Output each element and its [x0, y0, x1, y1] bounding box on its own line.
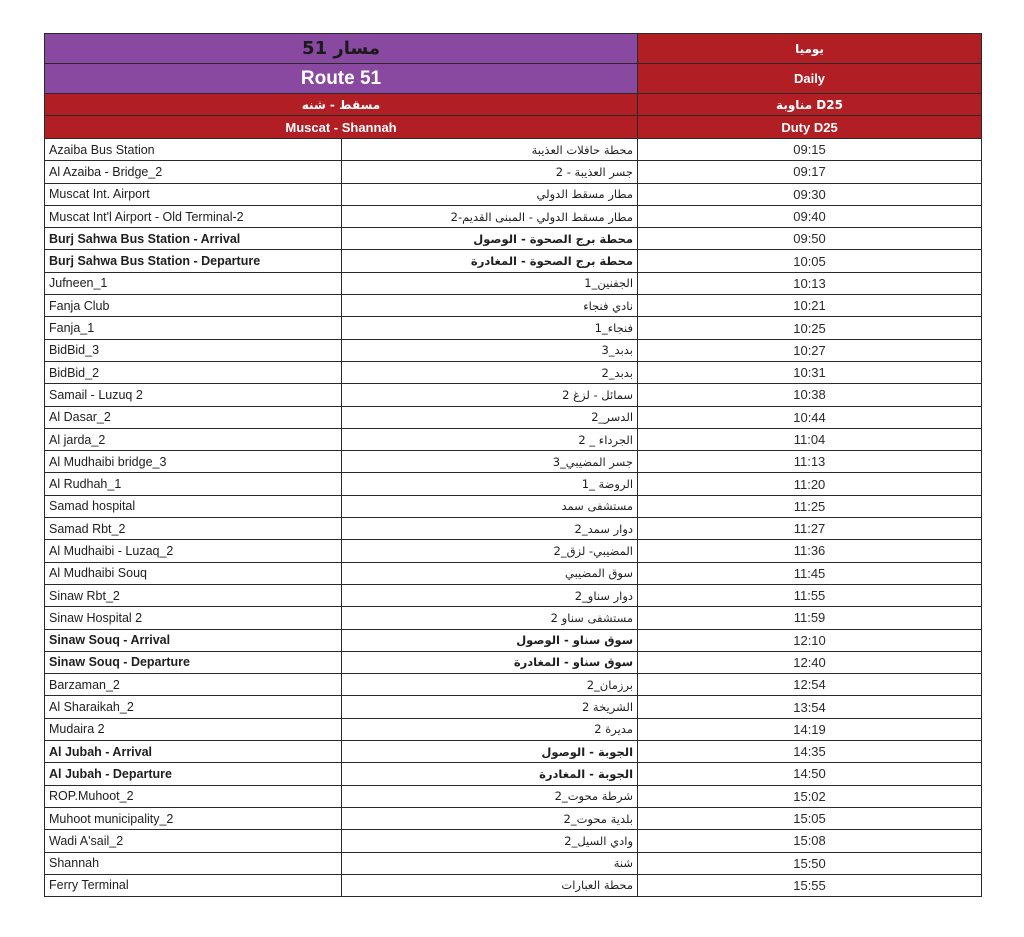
stop-name-ar: جسر المضيبي_3	[342, 451, 638, 473]
stop-time: 11:27	[638, 518, 982, 540]
table-row	[45, 428, 982, 450]
stop-name-en: Shannah	[45, 852, 342, 874]
stop-name-en: Jufneen_1	[45, 272, 342, 294]
stop-name-en: Al Jubah - Arrival	[45, 741, 342, 763]
table-row	[45, 473, 982, 495]
line-name-en: Muscat - Shannah	[45, 116, 638, 139]
stop-time: 10:13	[638, 272, 982, 294]
stop-name-en: Ferry Terminal	[45, 874, 342, 896]
table-row	[45, 584, 982, 606]
frequency-en: Daily	[638, 64, 982, 94]
stop-name-ar: بدبد_3	[342, 339, 638, 361]
stop-time: 09:50	[638, 228, 982, 250]
stop-name-en: Barzaman_2	[45, 674, 342, 696]
table-row	[45, 807, 982, 829]
stop-name-en: Wadi A'sail_2	[45, 830, 342, 852]
stop-time: 11:36	[638, 540, 982, 562]
stop-name-ar: جسر العذيبة - 2	[342, 161, 638, 183]
stop-time: 11:20	[638, 473, 982, 495]
stop-name-ar: فنجاء_1	[342, 317, 638, 339]
stop-name-ar: الجوبة - الوصول	[342, 741, 638, 763]
stop-name-ar: شرطة محوت_2	[342, 785, 638, 807]
stop-name-ar: وادي السيل_2	[342, 830, 638, 852]
stop-name-en: Sinaw Rbt_2	[45, 584, 342, 606]
stop-name-en: ROP.Muhoot_2	[45, 785, 342, 807]
stop-time: 10:05	[638, 250, 982, 272]
stop-name-en: Muscat Int. Airport	[45, 183, 342, 205]
stop-name-en: Fanja Club	[45, 295, 342, 317]
table-row	[45, 272, 982, 294]
table-row	[45, 339, 982, 361]
stop-time: 10:25	[638, 317, 982, 339]
stop-name-en: Samad hospital	[45, 495, 342, 517]
table-row	[45, 228, 982, 250]
table-row	[45, 295, 982, 317]
stop-name-en: Muscat Int'l Airport - Old Terminal-2	[45, 205, 342, 227]
stop-time: 14:35	[638, 741, 982, 763]
route-title-en: Route 51	[45, 64, 638, 94]
stop-name-ar: برزمان_2	[342, 674, 638, 696]
route-title-ar: مسار 51	[45, 34, 638, 64]
stop-name-ar: الجفنين_1	[342, 272, 638, 294]
stop-name-en: Al Mudhaibi - Luzaq_2	[45, 540, 342, 562]
table-row	[45, 785, 982, 807]
route-timetable	[44, 33, 982, 897]
stop-name-ar: سوق المضيبي	[342, 562, 638, 584]
stop-name-en: Al Mudhaibi bridge_3	[45, 451, 342, 473]
stop-time: 11:59	[638, 607, 982, 629]
table-row	[45, 629, 982, 651]
table-row	[45, 183, 982, 205]
stop-name-ar: الشريخة 2	[342, 696, 638, 718]
stop-name-ar: الجرداء _ 2	[342, 428, 638, 450]
table-row	[45, 607, 982, 629]
table-row	[45, 406, 982, 428]
stop-name-ar: مستشفى سناو 2	[342, 607, 638, 629]
stop-time: 14:50	[638, 763, 982, 785]
stop-name-en: Al jarda_2	[45, 428, 342, 450]
table-row	[45, 763, 982, 785]
stop-name-ar: محطة برج الصحوة - المغادرة	[342, 250, 638, 272]
header-row-line-en	[45, 116, 982, 139]
stop-name-ar: دوار سمد_2	[342, 518, 638, 540]
stop-name-ar: الدسر_2	[342, 406, 638, 428]
stop-time: 15:50	[638, 852, 982, 874]
table-row	[45, 495, 982, 517]
table-row	[45, 830, 982, 852]
stop-name-en: Al Mudhaibi Souq	[45, 562, 342, 584]
stop-name-ar: محطة برج الصحوة - الوصول	[342, 228, 638, 250]
stop-time: 15:08	[638, 830, 982, 852]
table-row	[45, 161, 982, 183]
stop-name-en: Al Rudhah_1	[45, 473, 342, 495]
stop-time: 09:17	[638, 161, 982, 183]
stop-name-en: Burj Sahwa Bus Station - Arrival	[45, 228, 342, 250]
stop-name-en: Al Jubah - Departure	[45, 763, 342, 785]
stop-name-ar: بدبد_2	[342, 361, 638, 383]
stop-time: 11:25	[638, 495, 982, 517]
table-row	[45, 518, 982, 540]
stop-name-ar: مطار مسقط الدولي - المبنى القديم-2	[342, 205, 638, 227]
stop-time: 09:30	[638, 183, 982, 205]
stop-name-en: Samail - Luzuq 2	[45, 384, 342, 406]
stop-time: 14:19	[638, 718, 982, 740]
table-row	[45, 361, 982, 383]
table-row	[45, 317, 982, 339]
table-row	[45, 139, 982, 161]
stop-name-ar: مستشفى سمد	[342, 495, 638, 517]
stop-time: 11:13	[638, 451, 982, 473]
table-row	[45, 651, 982, 673]
stop-name-en: Fanja_1	[45, 317, 342, 339]
line-name-ar: مسقط - شنه	[45, 94, 638, 116]
header-row-line-ar	[45, 94, 982, 116]
table-row	[45, 562, 982, 584]
stop-time: 12:10	[638, 629, 982, 651]
stop-name-ar: بلدية محوت_2	[342, 807, 638, 829]
stop-time: 10:44	[638, 406, 982, 428]
stop-time: 12:54	[638, 674, 982, 696]
table-row	[45, 741, 982, 763]
stop-name-en: Al Azaiba - Bridge_2	[45, 161, 342, 183]
table-row	[45, 718, 982, 740]
stop-time: 11:04	[638, 428, 982, 450]
table-row	[45, 384, 982, 406]
stop-name-en: Al Dasar_2	[45, 406, 342, 428]
stop-time: 10:31	[638, 361, 982, 383]
stop-name-en: BidBid_2	[45, 361, 342, 383]
table-row	[45, 674, 982, 696]
stop-time: 13:54	[638, 696, 982, 718]
stop-time: 11:45	[638, 562, 982, 584]
stop-name-ar: سوق سناو - الوصول	[342, 629, 638, 651]
duty-en: Duty D25	[638, 116, 982, 139]
stop-name-ar: مطار مسقط الدولي	[342, 183, 638, 205]
stop-name-ar: الروضة _1	[342, 473, 638, 495]
stop-time: 15:55	[638, 874, 982, 896]
stop-name-ar: نادي فنجاء	[342, 295, 638, 317]
stop-name-en: Burj Sahwa Bus Station - Departure	[45, 250, 342, 272]
stop-time: 11:55	[638, 584, 982, 606]
stop-name-en: Mudaira 2	[45, 718, 342, 740]
table-row	[45, 540, 982, 562]
stop-time: 15:02	[638, 785, 982, 807]
stop-name-ar: الجوبة - المغادرة	[342, 763, 638, 785]
table-row	[45, 205, 982, 227]
table-row	[45, 696, 982, 718]
stop-name-en: BidBid_3	[45, 339, 342, 361]
table-row	[45, 250, 982, 272]
table-row	[45, 852, 982, 874]
stop-name-en: Sinaw Hospital 2	[45, 607, 342, 629]
header-row-route-ar	[45, 34, 982, 64]
stop-time: 10:27	[638, 339, 982, 361]
stop-time: 10:38	[638, 384, 982, 406]
stop-name-en: Sinaw Souq - Arrival	[45, 629, 342, 651]
stop-name-en: Azaiba Bus Station	[45, 139, 342, 161]
stop-name-ar: مديرة 2	[342, 718, 638, 740]
stop-time: 09:40	[638, 205, 982, 227]
stop-name-ar: دوار سناو_2	[342, 584, 638, 606]
stop-name-ar: شنة	[342, 852, 638, 874]
header-row-route-en	[45, 64, 982, 94]
stop-name-ar: المضيبي- لزق_2	[342, 540, 638, 562]
stop-time: 10:21	[638, 295, 982, 317]
stop-time: 15:05	[638, 807, 982, 829]
stop-name-en: Samad Rbt_2	[45, 518, 342, 540]
stop-time: 09:15	[638, 139, 982, 161]
stop-name-en: Muhoot municipality_2	[45, 807, 342, 829]
table-row	[45, 874, 982, 896]
duty-ar: مناوبة D25	[638, 94, 982, 116]
stop-name-en: Al Sharaikah_2	[45, 696, 342, 718]
stop-name-ar: سوق سناو - المغادرة	[342, 651, 638, 673]
frequency-ar: يوميا	[638, 34, 982, 64]
stop-name-ar: محطة حافلات العذيبة	[342, 139, 638, 161]
stop-name-en: Sinaw Souq - Departure	[45, 651, 342, 673]
table-row	[45, 451, 982, 473]
stop-name-ar: محطة العبارات	[342, 874, 638, 896]
stop-name-ar: سمائل - لزغ 2	[342, 384, 638, 406]
stop-time: 12:40	[638, 651, 982, 673]
